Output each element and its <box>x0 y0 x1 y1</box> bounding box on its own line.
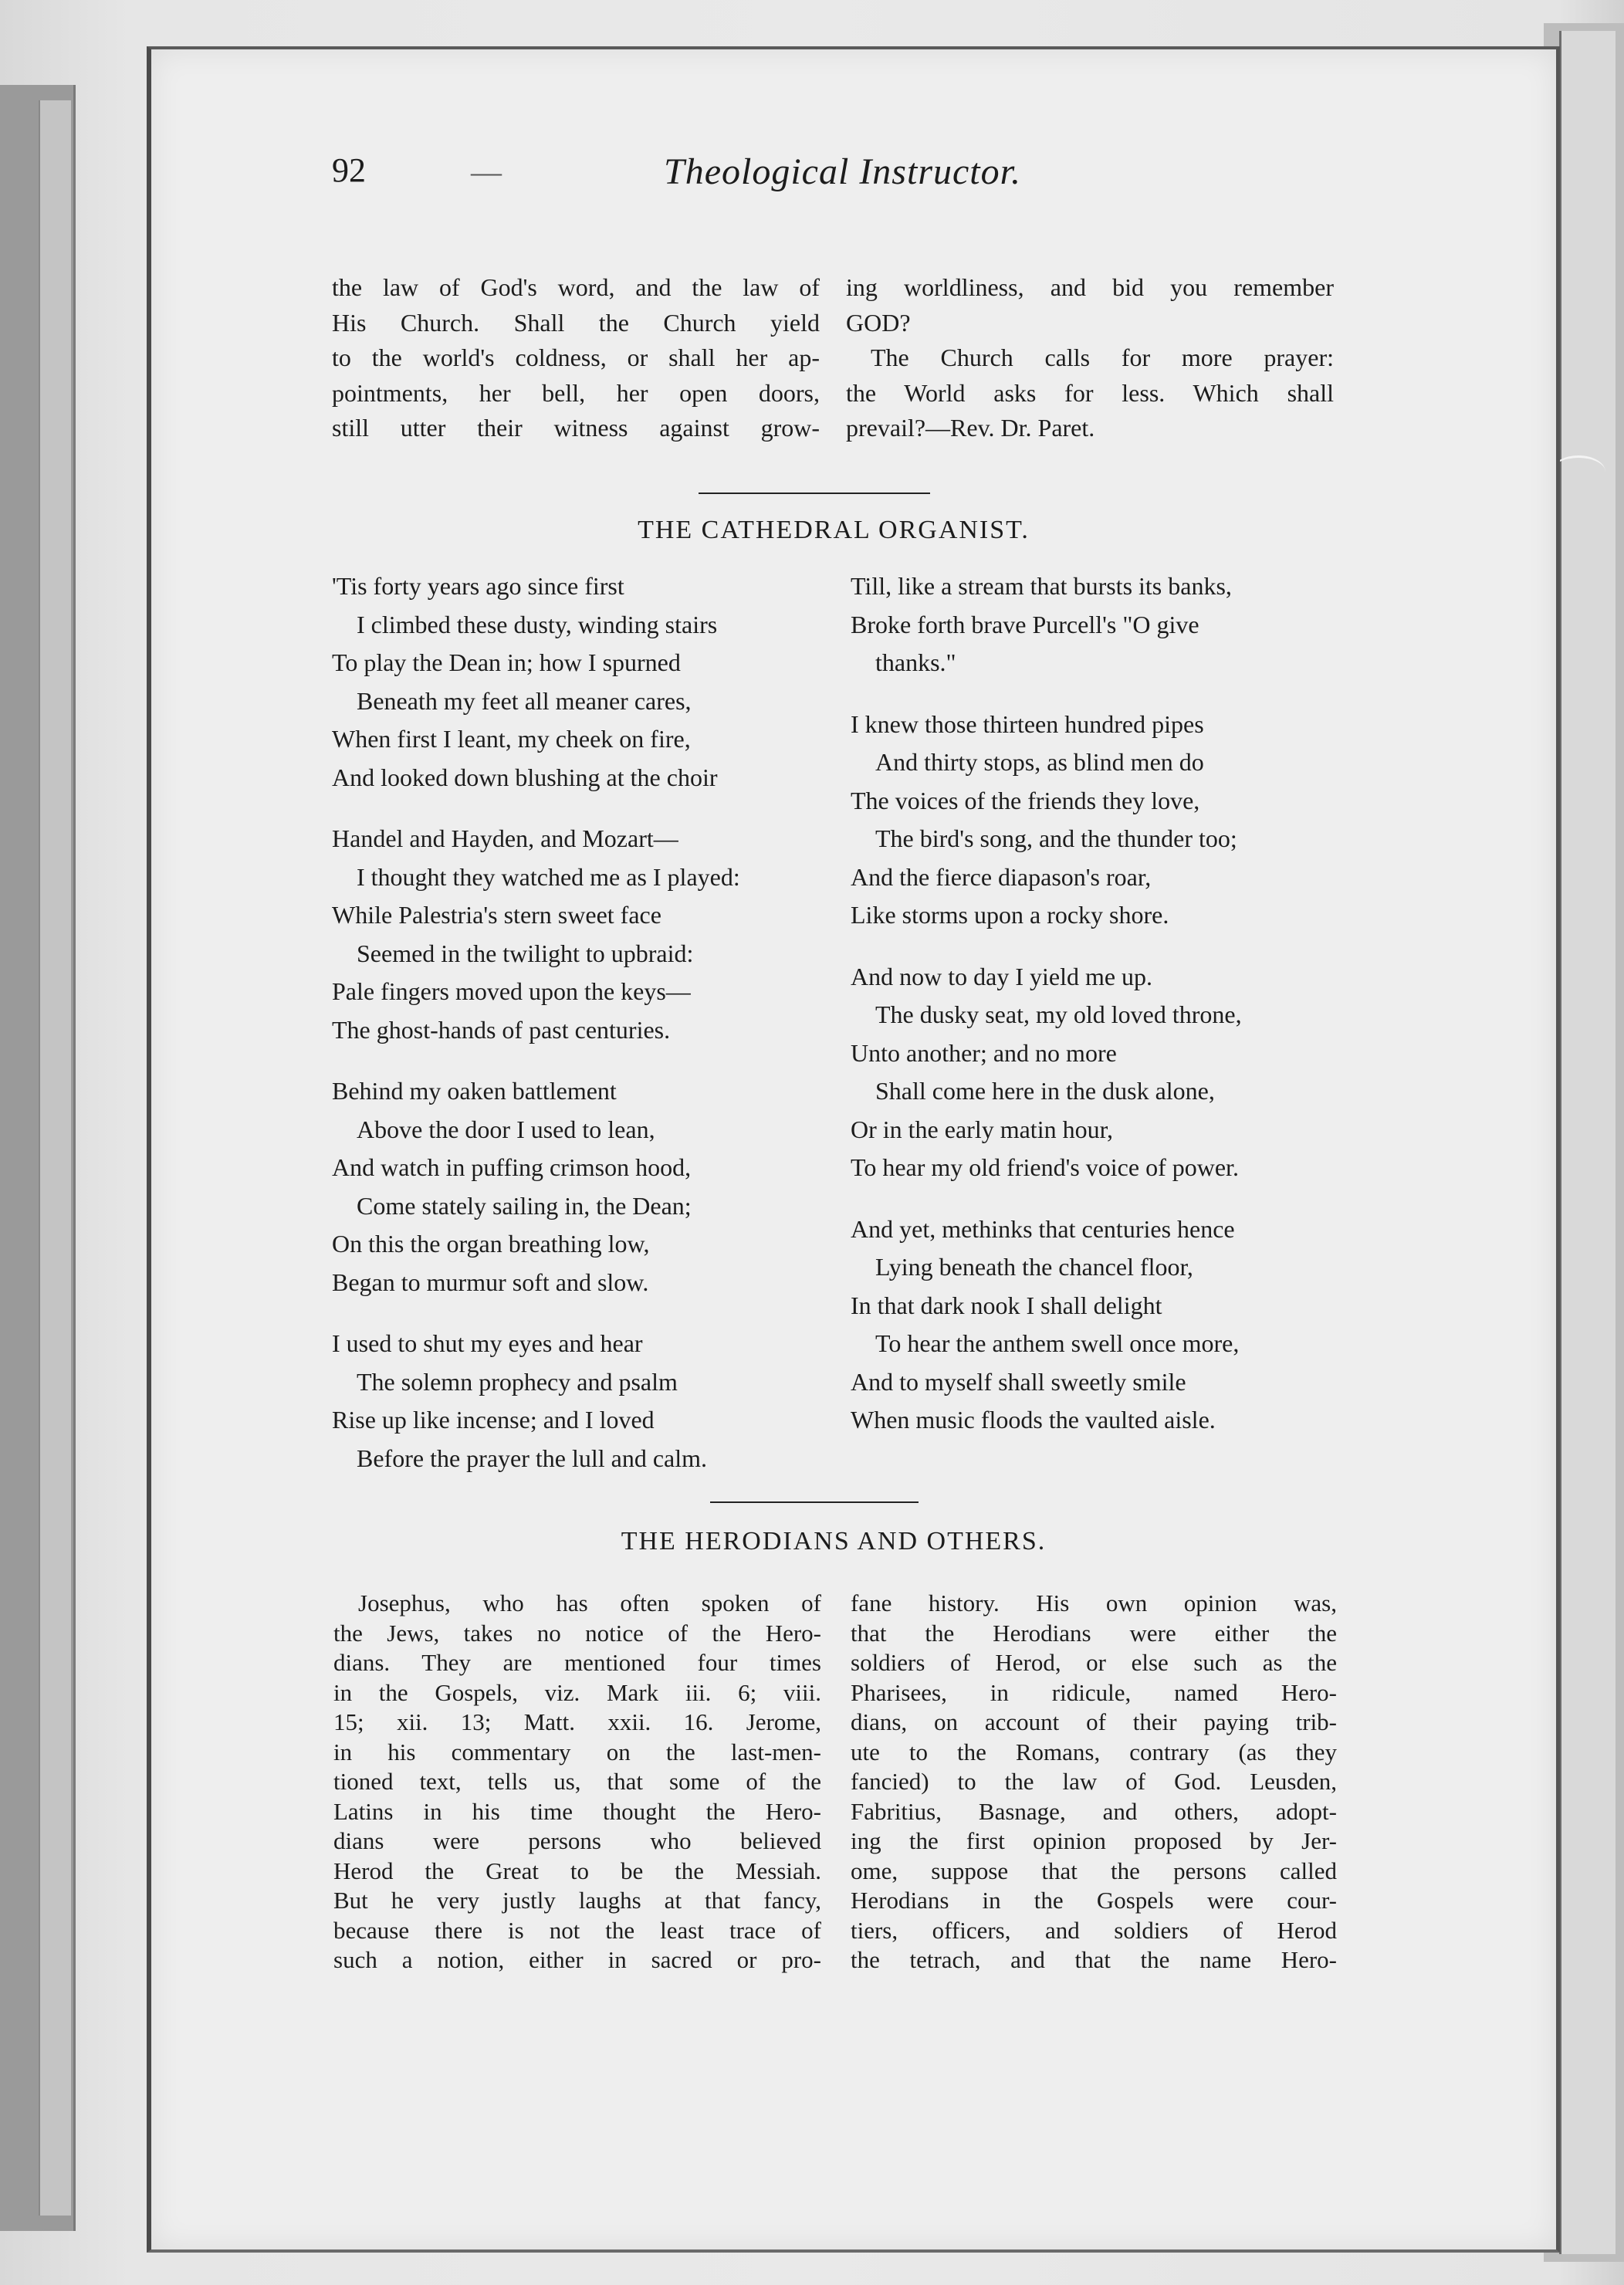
header-dash: — <box>471 154 502 189</box>
text-line: Latins in his time thought the Hero- <box>333 1797 821 1825</box>
text-line: Herod the Great to be the Messiah. <box>333 1857 821 1884</box>
text-line: ome, suppose that the persons called <box>851 1857 1337 1884</box>
poem-line: I thought they watched me as I played: <box>357 862 740 891</box>
text-line: in his commentary on the last-men- <box>333 1738 821 1765</box>
section-heading-herodians: THE HERODIANS AND OTHERS. <box>621 1527 1047 1555</box>
poem-line: Before the prayer the lull and calm. <box>357 1444 708 1472</box>
text-line: Fabritius, Basnage, and others, adopt- <box>851 1797 1337 1825</box>
poem-line: Or in the early matin hour, <box>851 1115 1113 1143</box>
facing-page <box>1559 31 1616 2254</box>
poem-line: I used to shut my eyes and hear <box>332 1329 643 1357</box>
page-header <box>332 151 1358 212</box>
poem-line: Broke forth brave Purcell's "O give <box>851 610 1199 638</box>
poem-line: To play the Dean in; how I spurned <box>332 648 681 676</box>
poem-line: And the fierce diapason's roar, <box>851 862 1152 891</box>
poem-line: Rise up like incense; and I loved <box>332 1406 655 1434</box>
poem-line: When music floods the vaulted aisle. <box>851 1406 1216 1434</box>
section-heading-cathedral-organist: THE CATHEDRAL ORGANIST. <box>638 516 1030 544</box>
poem-line: The bird's song, and the thunder too; <box>875 824 1237 852</box>
text-line: prevail?—Rev. Dr. Paret. <box>846 414 1095 442</box>
poem-line: Began to murmur soft and slow. <box>332 1268 649 1296</box>
text-line: tioned text, tells us, that some of the <box>333 1768 821 1795</box>
herodians-left-column <box>333 1589 821 1975</box>
text-line: pointments, her bell, her open doors, <box>332 378 820 407</box>
poem-line: Till, like a stream that bursts its banks, <box>851 572 1232 600</box>
poem-line: On this the organ breathing low, <box>332 1230 650 1258</box>
text-line: in the Gospels, viz. Mark iii. 6; viii. <box>333 1678 821 1706</box>
poem-line: And looked down blushing at the choir <box>332 763 718 791</box>
poem-line: Like storms upon a rocky shore. <box>851 901 1169 929</box>
running-title: Theological Instructor. <box>664 151 1021 192</box>
herodians-right-column <box>851 1589 1337 1975</box>
text-line: But he very justly laughs at that fancy, <box>333 1887 821 1914</box>
text-line: 15; xii. 13; Matt. xxii. 16. Jerome, <box>333 1708 821 1735</box>
book-spine-inner <box>39 100 71 2216</box>
stanza-break <box>851 1187 1352 1210</box>
text-line: Herodians in the Gospels were cour- <box>851 1887 1337 1914</box>
text-line: the law of God's word, and the law of <box>332 273 820 301</box>
text-line: GOD? <box>846 308 911 337</box>
stanza-break <box>332 797 834 820</box>
text-line: the tetrach, and that the name Hero- <box>851 1946 1337 1973</box>
text-line: The Church calls for more prayer: <box>871 344 1334 371</box>
poem-line: And now to day I yield me up. <box>851 962 1153 990</box>
text-line: ute to the Romans, contrary (as they <box>851 1738 1337 1765</box>
text-line: Pharisees, in ridicule, named Hero- <box>851 1678 1337 1706</box>
poem-line: Beneath my feet all meaner cares, <box>357 686 692 715</box>
poem-line: Come stately sailing in, the Dean; <box>357 1191 692 1220</box>
text-line: Josephus, who has often spoken of <box>358 1589 821 1616</box>
poem-line: I knew those thirteen hundred pipes <box>851 709 1204 738</box>
text-line: because there is not the least trace of <box>333 1916 821 1944</box>
text-line: fancied) to the law of God. Leusden, <box>851 1768 1337 1795</box>
stanza-break <box>332 1302 834 1325</box>
poem-line: The dusky seat, my old loved throne, <box>875 1000 1242 1028</box>
poem-line: And yet, methinks that centuries hence <box>851 1214 1235 1243</box>
stanza-break <box>851 682 1352 706</box>
poem-line: And to myself shall sweetly smile <box>851 1367 1186 1396</box>
poem-line: 'Tis forty years ago since first <box>332 572 624 600</box>
poem-line: Lying beneath the chancel floor, <box>875 1253 1193 1281</box>
text-line: the World asks for less. Which shall <box>846 378 1334 407</box>
poem-line: And watch in puffing crimson hood, <box>332 1153 692 1181</box>
top-left-column <box>332 270 820 446</box>
text-line: dians were persons who believed <box>333 1827 821 1854</box>
poem-left-column <box>332 567 834 1478</box>
poem-right-column <box>851 567 1352 1440</box>
poem-line: thanks." <box>875 648 956 676</box>
text-line: such a notion, either in sacred or pro- <box>333 1946 821 1973</box>
text-line: that the Herodians were either the <box>851 1619 1337 1647</box>
poem-line: And thirty stops, as blind men do <box>875 748 1204 776</box>
text-line: dians. They are mentioned four times <box>333 1649 821 1676</box>
poem-line: Pale fingers moved upon the keys— <box>332 977 691 1005</box>
poem-line: To hear my old friend's voice of power. <box>851 1153 1239 1181</box>
top-right-column <box>846 270 1334 446</box>
text-line: ing worldliness, and bid you remember <box>846 273 1334 301</box>
poem-line: Behind my oaken battlement <box>332 1077 617 1105</box>
section-divider <box>699 493 930 494</box>
poem-line: The voices of the friends they love, <box>851 786 1200 814</box>
text-line: tiers, officers, and soldiers of Herod <box>851 1916 1337 1944</box>
text-line: to the world's coldness, or shall her ap- <box>332 344 820 371</box>
text-line: fane history. His own opinion was, <box>851 1589 1337 1616</box>
poem-line: I climbed these dusty, winding stairs <box>357 610 718 638</box>
text-line: dians, on account of their paying trib- <box>851 1708 1337 1735</box>
poem-line: The solemn prophecy and psalm <box>357 1367 678 1396</box>
poem-line: In that dark nook I shall delight <box>851 1291 1162 1319</box>
poem-line: To hear the anthem swell once more, <box>875 1329 1240 1357</box>
page-number: 92 <box>332 151 366 189</box>
text-line: His Church. Shall the Church yield <box>332 308 820 337</box>
section-divider <box>710 1501 919 1503</box>
text-line: soldiers of Herod, or else such as the <box>851 1649 1337 1676</box>
poem-line: Seemed in the twilight to upbraid: <box>357 939 694 967</box>
text-line: ing the first opinion proposed by Jer- <box>851 1827 1337 1854</box>
poem-line: While Palestria's stern sweet face <box>332 901 661 929</box>
poem-line: Above the door I used to lean, <box>357 1115 655 1143</box>
text-line: the Jews, takes no notice of the Hero- <box>333 1619 821 1647</box>
poem-line: Unto another; and no more <box>851 1038 1117 1067</box>
stanza-break <box>851 935 1352 958</box>
poem-line: The ghost-hands of past centuries. <box>332 1015 671 1044</box>
poem-line: Handel and Hayden, and Mozart— <box>332 824 678 852</box>
poem-line: When first I leant, my cheek on fire, <box>332 725 691 753</box>
stanza-break <box>332 1049 834 1072</box>
poem-line: Shall come here in the dusk alone, <box>875 1077 1215 1105</box>
text-line: still utter their witness against grow- <box>332 414 820 442</box>
